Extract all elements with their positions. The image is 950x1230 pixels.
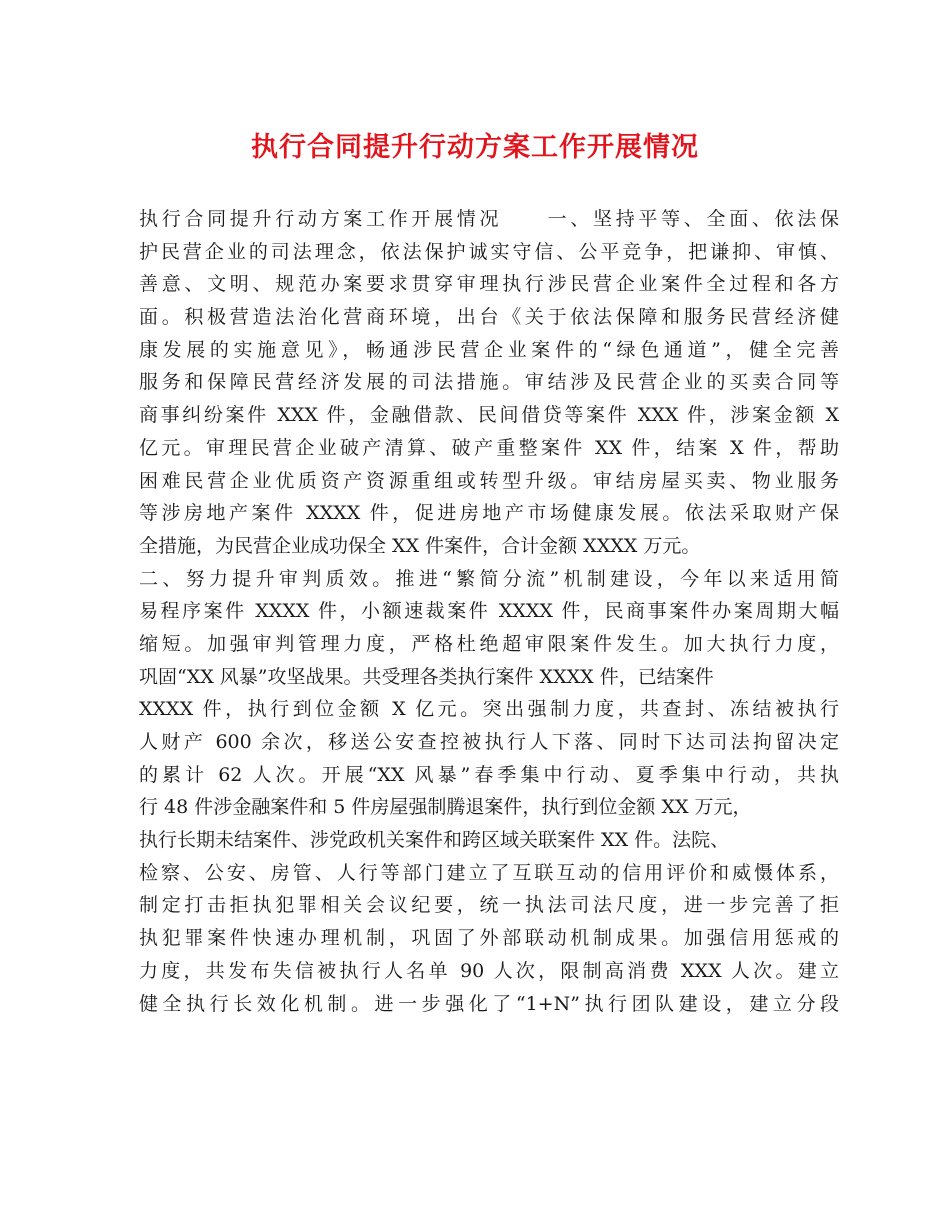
body-line: 检察、公安、房管、人行等部门建立了互联互动的信用评价和威慑体系， [139, 861, 839, 884]
body-line: 护民营企业的司法理念，依法保护诚实守信、公平竞争，把谦抑、审慎、 [139, 240, 839, 263]
body-line: 制定打击拒执犯罪相关会议纪要，统一执法司法尺度，进一步完善了拒 [139, 894, 839, 917]
body-line: 二、努力提升审判质效。推进“繁简分流”机制建设，今年以来适用简 [139, 567, 839, 590]
document-body [139, 203, 839, 1020]
document-title: 执行合同提升行动方案工作开展情况 [251, 132, 699, 163]
body-line: 易程序案件 XXXX 件，小额速裁案件 XXXX 件，民商事案件办案周期大幅 [139, 600, 839, 623]
body-line: 人财产 600 余次，移送公安查控被执行人下落、同时下达司法拘留决定 [139, 731, 839, 753]
body-line: 亿元。审理民营企业破产清算、破产重整案件 XX 件，结案 X 件，帮助 [139, 436, 839, 459]
body-line: 缩短。加强审判管理力度，严格杜绝超审限案件发生。加大执行力度， [139, 632, 839, 655]
body-line: 全措施，为民营企业成功保全 XX 件案件，合计金额 XXXX 万元。 [139, 534, 701, 557]
body-line: 执犯罪案件快速办理机制，巩固了外部联动机制成果。加强信用惩戒的 [139, 927, 839, 950]
body-line: 服务和保障民营经济发展的司法措施。审结涉及民营企业的买卖合同等 [139, 371, 839, 394]
body-line: 商事纠纷案件 XXX 件，金融借款、民间借贷等案件 XXX 件，涉案金额 X [139, 404, 839, 427]
body-line: 困难民营企业优质资产资源重组或转型升级。审结房屋买卖、物业服务 [139, 469, 839, 492]
body-line: 行 48 件涉金融案件和 5 件房屋强制腾退案件，执行到位金额 XX 万元， [139, 796, 752, 819]
body-line: 康发展的实施意见》，畅通涉民营企业案件的“绿色通道”，健全完善 [139, 338, 839, 361]
body-line: 面。积极营造法治化营商环境，出台《关于依法保障和服务民营经济健 [139, 306, 839, 329]
body-line: XXXX 件，执行到位金额 X 亿元。突出强制力度，共查封、冻结被执行 [139, 698, 839, 721]
body-line: 等涉房地产案件 XXXX 件，促进房地产市场健康发展。依法采取财产保 [139, 502, 839, 525]
body-line: 巩固“XX 风暴”攻坚战果。共受理各类执行案件 XXXX 件，已结案件 [139, 665, 714, 688]
body-line: 力度，共发布失信被执行人名单 90 人次，限制高消费 XXX 人次。建立 [139, 959, 839, 982]
body-line: 善意、文明、规范办案要求贯穿审理执行涉民营企业案件全过程和各方 [139, 273, 839, 296]
body-line: 的累计 62 人次。开展“XX 风暴”春季集中行动、夏季集中行动，共执 [139, 763, 839, 786]
body-line: 执行合同提升行动方案工作开展情况 一、坚持平等、全面、依法保 [139, 208, 839, 230]
body-line: 执行长期未结案件、涉党政机关案件和跨区域关联案件 XX 件。法院、 [139, 829, 730, 852]
body-line: 健全执行长效化机制。进一步强化了“1+N”执行团队建设，建立分段 [139, 992, 839, 1015]
